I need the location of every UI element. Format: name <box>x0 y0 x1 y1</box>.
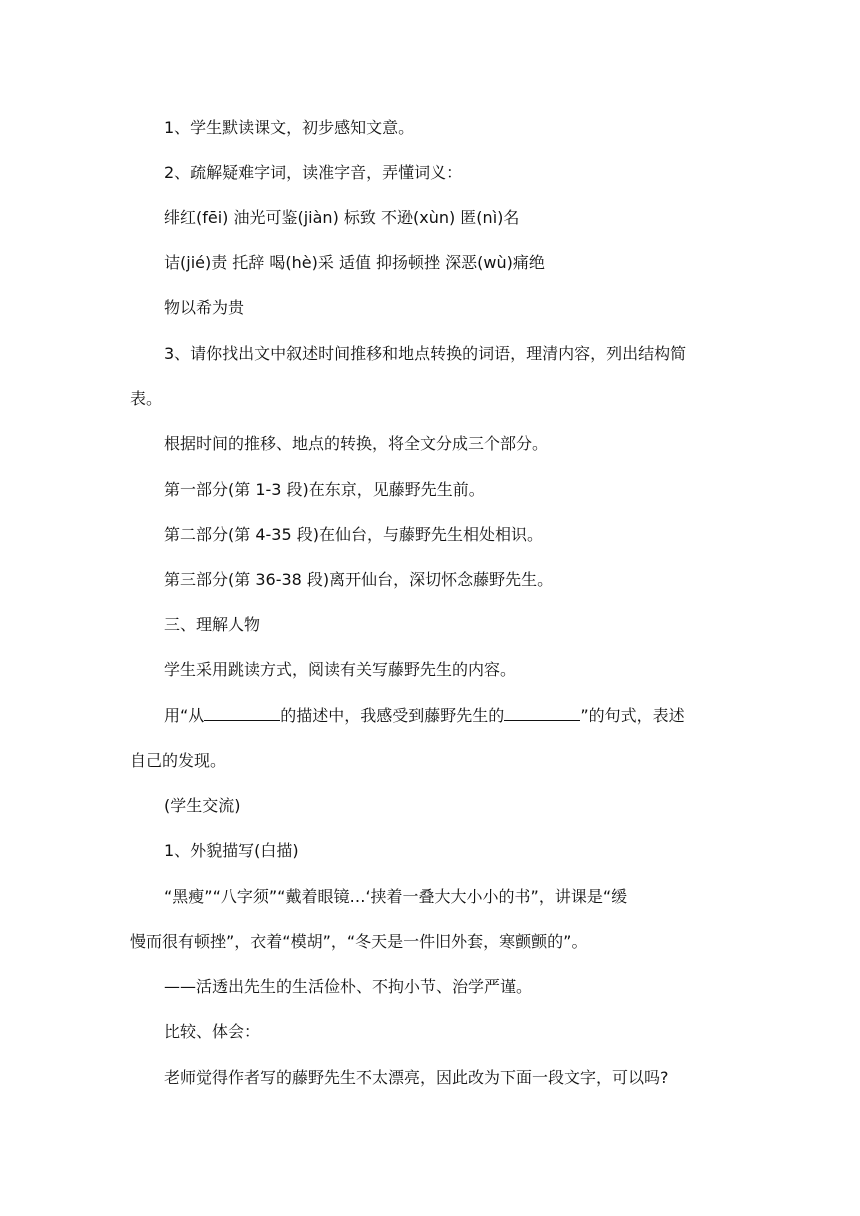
paragraph-division-intro: 根据时间的推移、地点的转换，将全文分成三个部分。 <box>164 434 549 453</box>
paragraph-vocab-step: 2、疏解疑难字词，读准字音，弄懂词义： <box>164 163 463 182</box>
paragraph-sentence-pattern-line1 <box>164 706 685 726</box>
paragraph-reading-step: 1、学生默读课文，初步感知文意。 <box>164 118 415 137</box>
paragraph-character-summary: ——活透出先生的生活俭朴、不拘小节、治学严谨。 <box>164 977 533 996</box>
sentence-pattern-part-c: ”的句式，表述 <box>580 706 685 725</box>
paragraph-appearance-quote-line1: “黑瘦”“八字须”“戴着眼镜…‘挟着一叠大大小小的书”，讲课是“缓 <box>164 887 628 906</box>
paragraph-student-exchange: (学生交流) <box>164 796 241 815</box>
vocab-line-1: 绯红(fēi) 油光可鉴(jiàn) 标致 不逊(xùn) 匿(nì)名 <box>164 208 520 227</box>
paragraph-appearance-heading: 1、外貌描写(白描) <box>164 841 299 860</box>
section-heading-character: 三、理解人物 <box>164 615 261 634</box>
paragraph-skim-reading: 学生采用跳读方式，阅读有关写藤野先生的内容。 <box>164 660 517 679</box>
sentence-pattern-part-b: 的描述中，我感受到藤野先生的 <box>280 706 505 725</box>
sentence-pattern-part-a: 用“从 <box>164 706 205 725</box>
fill-blank-1 <box>204 706 280 721</box>
paragraph-sentence-pattern-line2: 自己的发现。 <box>130 751 227 770</box>
paragraph-part-one: 第一部分(第 1-3 段)在东京，见藤野先生前。 <box>164 480 485 499</box>
paragraph-teacher-question: 老师觉得作者写的藤野先生不太漂亮，因此改为下面一段文字，可以吗? <box>164 1068 669 1087</box>
fill-blank-2 <box>504 706 580 721</box>
paragraph-part-two: 第二部分(第 4-35 段)在仙台，与藤野先生相处相识。 <box>164 525 543 544</box>
paragraph-structure-step-line1: 3、请你找出文中叙述时间推移和地点转换的词语，理清内容，列出结构简 <box>164 344 687 363</box>
paragraph-structure-step-line2: 表。 <box>130 389 163 408</box>
vocab-line-2: 诘(jié)责 托辞 喝(hè)采 适值 抑扬顿挫 深恶(wù)痛绝 <box>164 253 545 272</box>
vocab-line-3: 物以希为贵 <box>164 298 245 317</box>
paragraph-appearance-quote-line2: 慢而很有顿挫”，衣着“模胡”，“冬天是一件旧外套，寒颤颤的”。 <box>130 932 588 951</box>
paragraph-compare-heading: 比较、体会： <box>164 1022 261 1041</box>
paragraph-part-three: 第三部分(第 36-38 段)离开仙台，深切怀念藤野先生。 <box>164 570 554 589</box>
